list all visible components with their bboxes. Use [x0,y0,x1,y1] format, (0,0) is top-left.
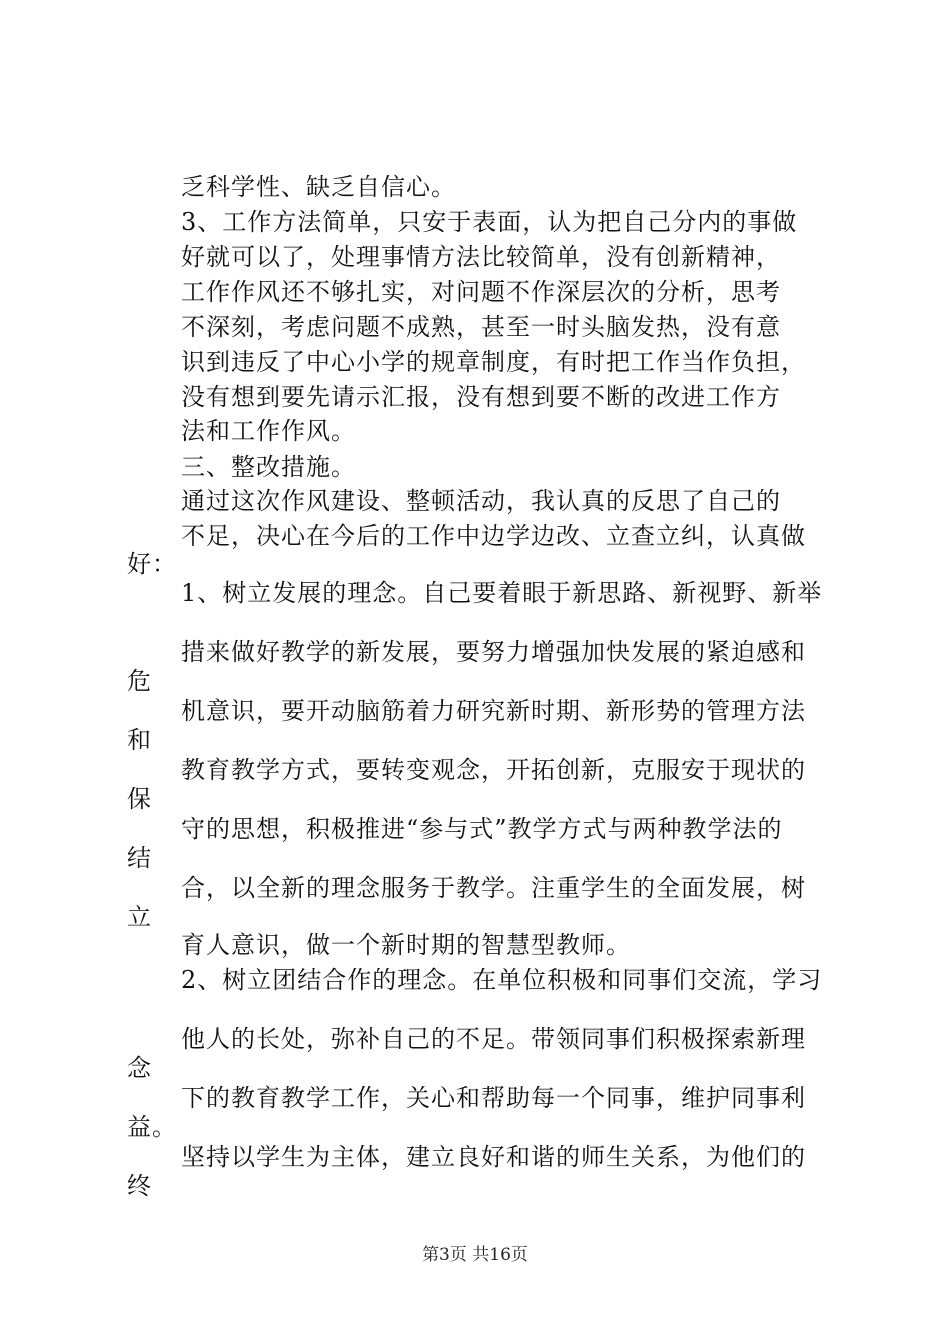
text-line: 合，以全新的理念服务于教学。注重学生的全面发展，树 [181,874,806,902]
text-line: 教育教学方式，要转变观念，开拓创新，克服安于现状的 [181,756,806,784]
text-line: 益。 [127,1113,177,1141]
text-line: 育人意识，做一个新时期的智慧型教师。 [181,931,631,959]
text-line: 好： [127,550,177,578]
text-line: 没有想到要先请示汇报，没有想到要不断的改进工作方 [181,383,781,411]
text-line: 3、工作方法简单，只安于表面，认为把自己分内的事做 [181,208,798,236]
text-line: 危 [127,667,152,695]
text-line: 守的思想，积极推进“参与式”教学方式与两种教学法的 [181,815,783,843]
section-heading: 三、整改措施。 [181,453,356,481]
text-line: 措来做好教学的新发展，要努力增强加快发展的紧迫感和 [181,638,806,666]
text-line: 机意识，要开动脑筋着力研究新时期、新形势的管理方法 [181,697,806,725]
text-line: 他人的长处，弥补自己的不足。带领同事们积极探索新理 [181,1025,806,1053]
text-line: 保 [127,785,152,813]
text-line: 不足，决心在今后的工作中边学边改、立查立纠，认真做 [181,522,806,550]
text-line: 坚持以学生为主体，建立良好和谐的师生关系，为他们的 [181,1143,806,1171]
text-line: 终 [127,1172,152,1200]
page-number-footer: 第3页 共16页 [422,1245,528,1265]
text-line: 1、树立发展的理念。自己要着眼于新思路、新视野、新举 [181,579,823,607]
text-line: 识到违反了中心小学的规章制度，有时把工作当作负担， [181,348,806,376]
text-line: 乏科学性、缺乏自信心。 [181,173,456,201]
text-line: 通过这次作风建设、整顿活动，我认真的反思了自己的 [181,487,781,515]
text-line: 2、树立团结合作的理念。在单位积极和同事们交流，学习 [181,966,823,994]
text-line: 法和工作作风。 [181,417,356,445]
text-line: 和 [127,726,152,754]
text-line: 结 [127,844,152,872]
text-line: 好就可以了，处理事情方法比较简单，没有创新精神， [181,243,781,271]
text-line: 工作作风还不够扎实，对问题不作深层次的分析，思考 [181,278,781,306]
text-line: 念 [127,1054,152,1082]
text-line: 立 [127,903,152,931]
text-line: 下的教育教学工作，关心和帮助每一个同事，维护同事利 [181,1084,806,1112]
text-line: 不深刻，考虑问题不成熟，甚至一时头脑发热，没有意 [181,313,781,341]
